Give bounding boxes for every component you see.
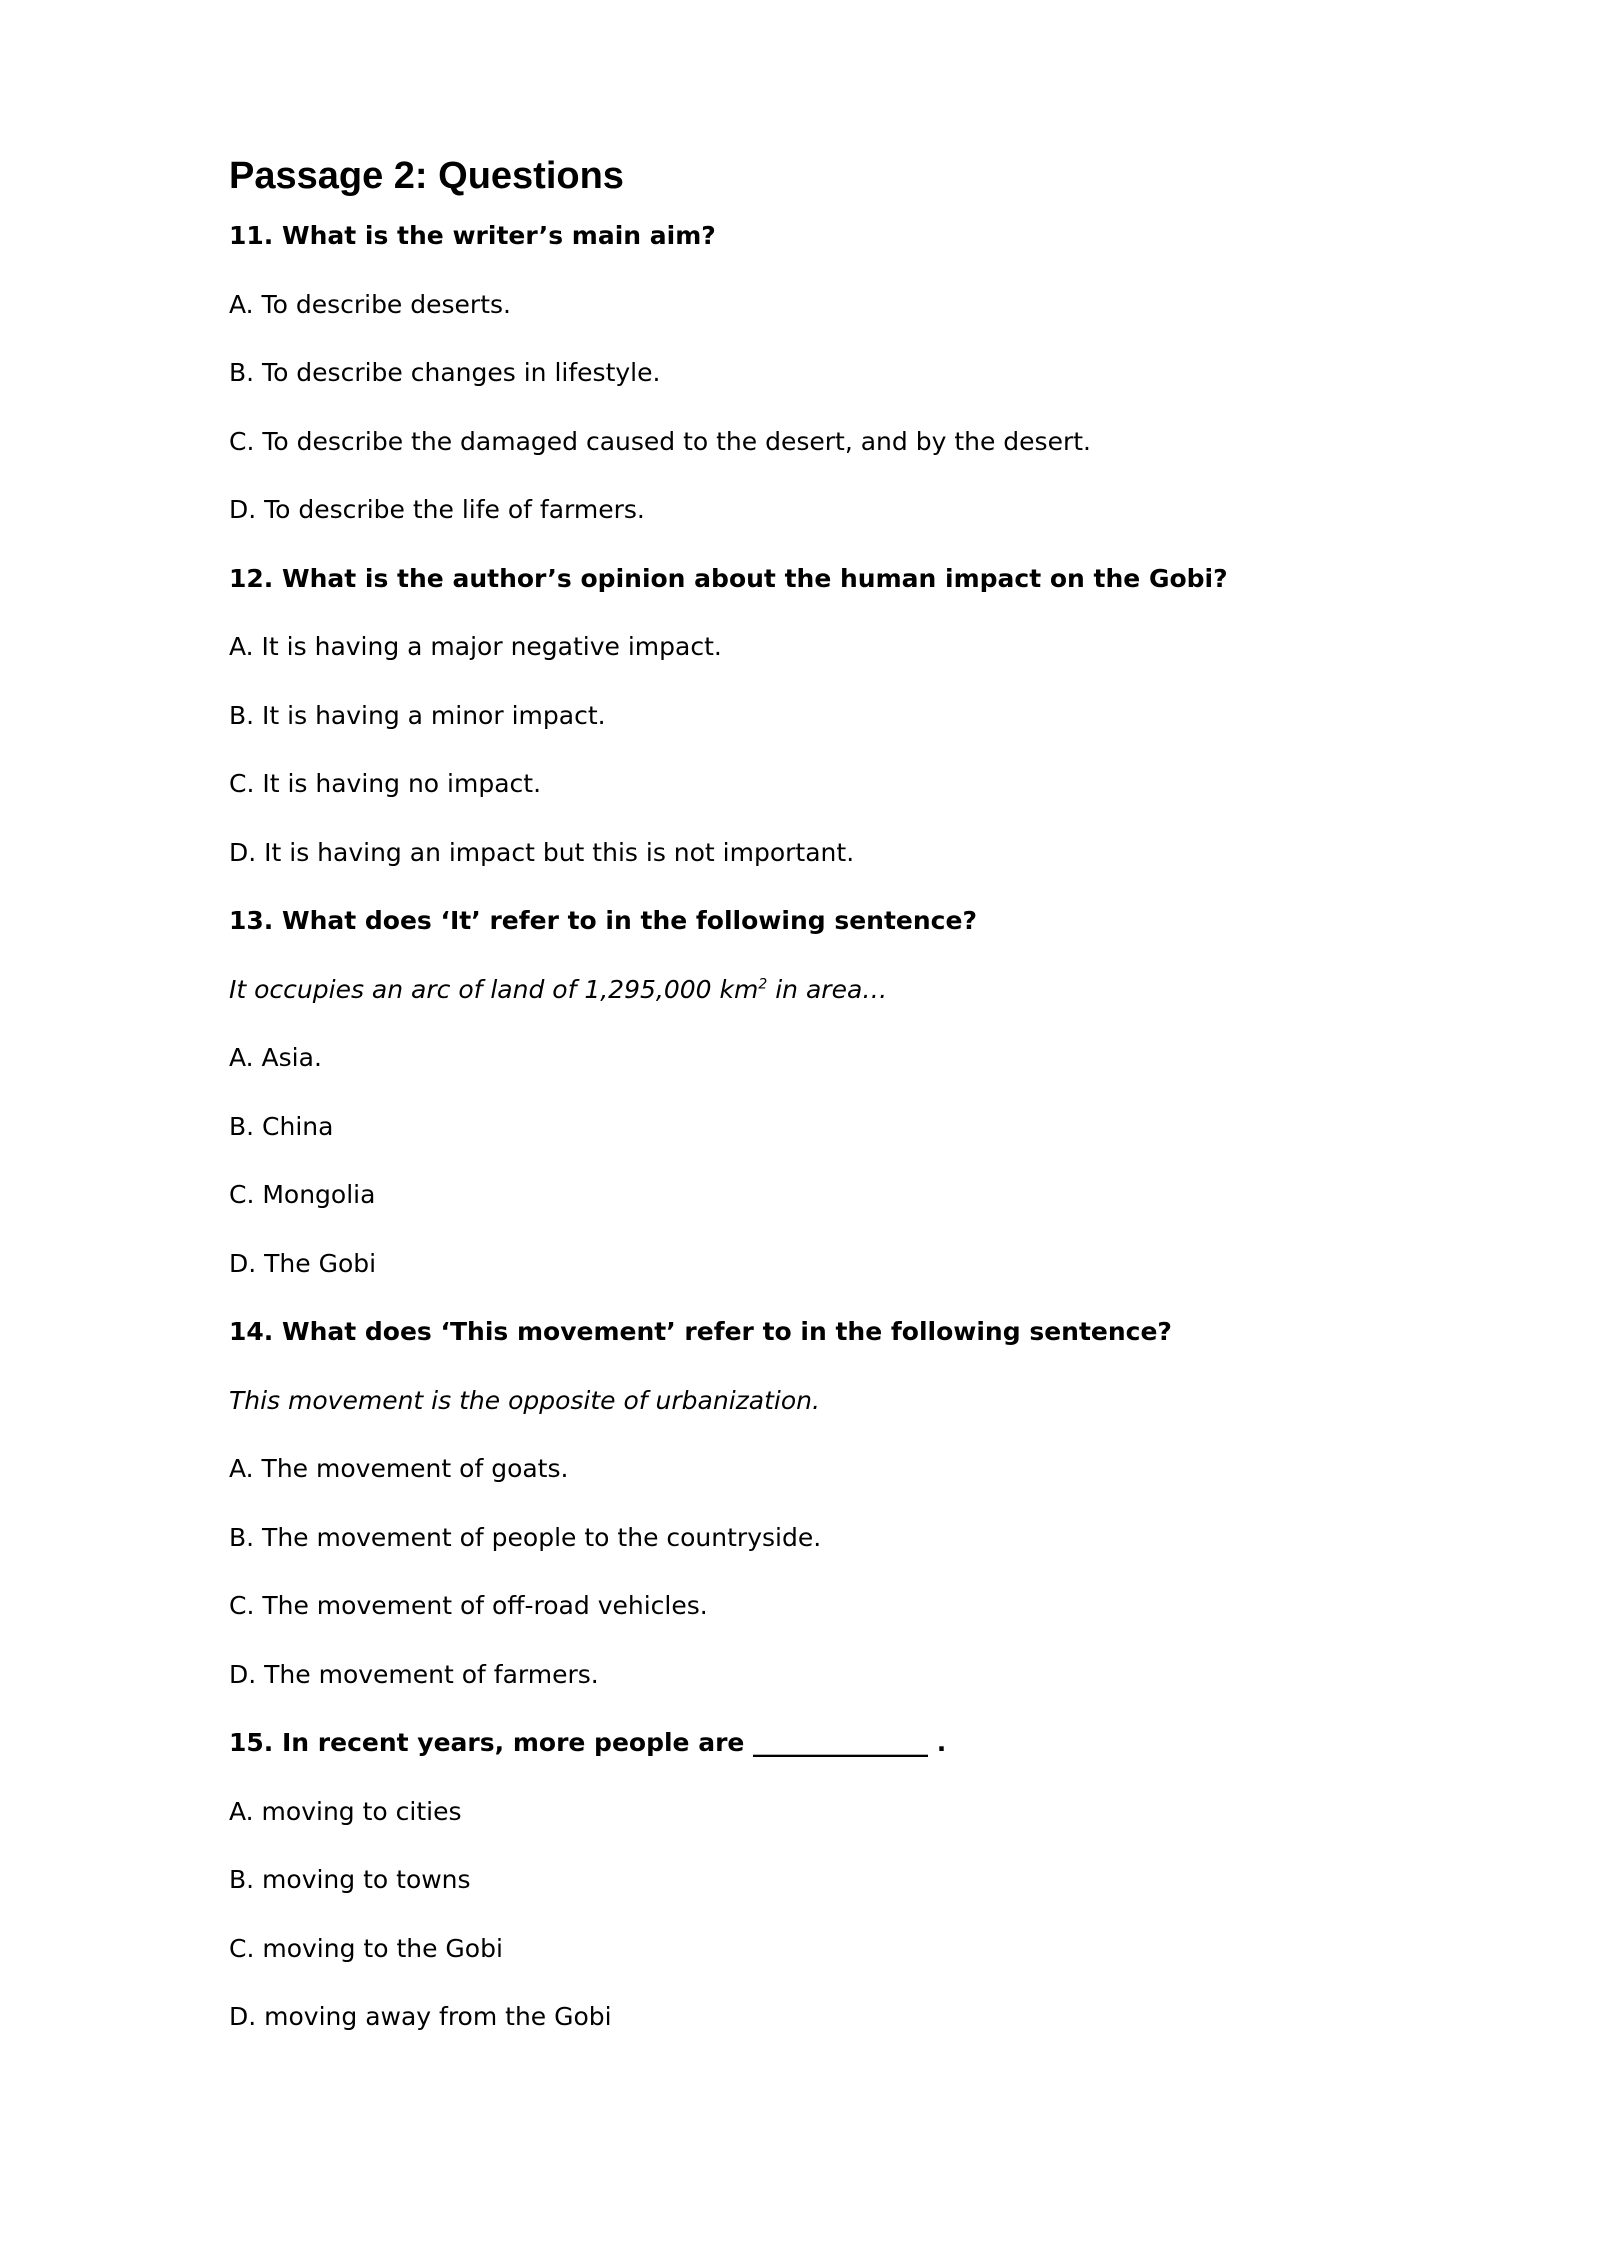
example-text: It occupies an arc of land of 1,295,000 km [229, 974, 759, 1004]
question-15-option-b: B. moving to towns [229, 1865, 471, 1894]
question-12-option-b: B. It is having a minor impact. [229, 700, 606, 730]
question-14: 14. What does ‘This movement’ refer to in the following sentence? [229, 1317, 1172, 1346]
question-11-option-c: C. To describe the damaged caused to the desert, and by the desert. [229, 426, 1091, 456]
question-12-option-d: D. It is having an impact but this is not important. [229, 837, 855, 867]
question-14-option-c: C. The movement of off-road vehicles. [229, 1591, 708, 1620]
question-11-option-d: D. To describe the life of farmers. [229, 495, 645, 524]
question-12: 12. What is the author’s opinion about the human impact on the Gobi? [229, 563, 1228, 593]
example-superscript: 2 [758, 976, 768, 993]
question-12-option-c: C. It is having no impact. [229, 769, 542, 798]
question-13-example-sentence [229, 974, 1389, 1006]
question-14-option-a: A. The movement of goats. [229, 1454, 569, 1483]
question-13-option-a: A. Asia. [229, 1043, 322, 1072]
question-15-option-d: D. moving away from the Gobi [229, 2002, 612, 2031]
question-11: 11. What is the writer’s main aim? [229, 221, 716, 250]
question-14-example-sentence: This movement is the opposite of urbanization. [229, 1385, 820, 1415]
page-title: Passage 2: Questions [229, 155, 624, 197]
question-14-option-d: D. The movement of farmers. [229, 1659, 599, 1689]
question-11-option-b: B. To describe changes in lifestyle. [229, 358, 661, 387]
example-text-end: in area… [767, 974, 888, 1004]
question-15: 15. In recent years, more people are ______________ . [229, 1728, 947, 1757]
question-13: 13. What does ‘It’ refer to in the following sentence? [229, 906, 977, 935]
question-13-option-b: B. China [229, 1111, 334, 1141]
question-15-option-a: A. moving to cities [229, 1796, 462, 1826]
question-15-option-c: C. moving to the Gobi [229, 1933, 503, 1963]
question-13-option-c: C. Mongolia [229, 1180, 376, 1209]
question-14-option-b: B. The movement of people to the countryside. [229, 1522, 822, 1552]
document-page [229, 150, 1389, 2070]
question-12-option-a: A. It is having a major negative impact. [229, 632, 722, 661]
question-13-option-d: D. The Gobi [229, 1248, 377, 1278]
question-11-option-a: A. To describe deserts. [229, 289, 511, 319]
